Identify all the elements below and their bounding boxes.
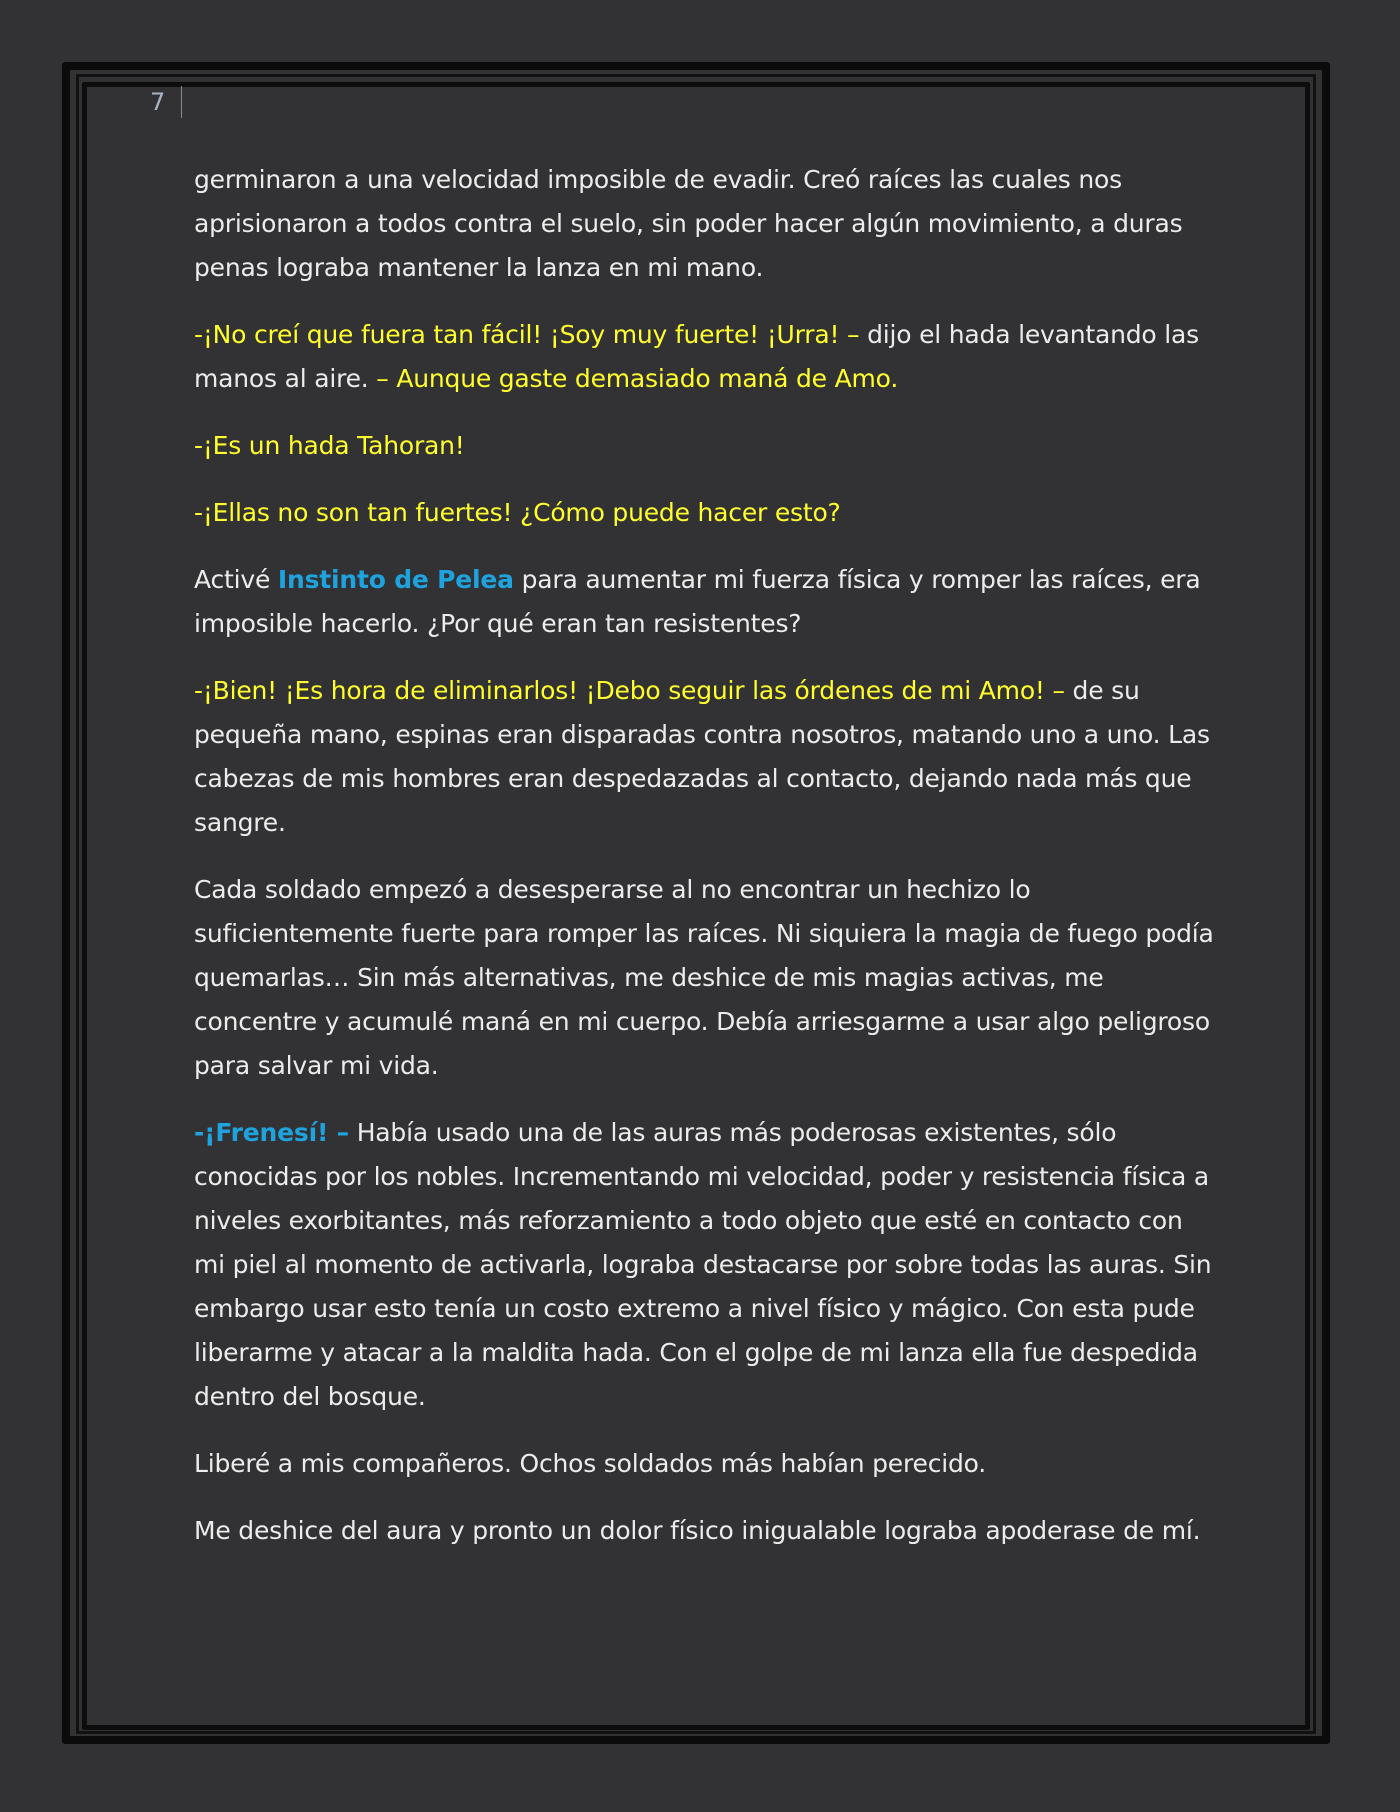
narration: Había usado una de las auras más poderosas existentes, sólo conocidas por los nobles. Incrementando mi velocidad, poder y resistencia física a niveles exorbitantes, más reforzamiento a todo objeto que esté en contacto con mi piel al momento de activarla, lograba destacarse por sobre todas las auras. Sin embargo usar esto tenía un costo extremo a nivel físico y mágico. Con esta pude liberarme y atacar a la maldita hada. Con el golpe de mi lanza ella fue despedida dentro del bosque. <box>194 1118 1212 1411</box>
page-number: 7 <box>150 88 166 116</box>
narration: dijo el hada levantando las manos al aire. <box>194 320 1199 393</box>
dialogue-fairy-2: – Aunque gaste demasiado maná de Amo. <box>376 364 899 393</box>
dialogue-fairy-1: -¡No creí que fuera tan fácil! ¡Soy muy fuerte! ¡Urra! – <box>194 320 860 349</box>
paragraph-5 <box>194 558 1214 646</box>
paragraph-3-dialogue: -¡Es un hada Tahoran! <box>194 431 465 460</box>
paragraph-8 <box>194 1111 1214 1419</box>
narration: de su pequeña mano, espinas eran disparadas contra nosotros, matando uno a uno. Las cabezas de mis hombres eran despedazadas al contacto, dejando nada más que sangre. <box>194 676 1210 837</box>
paragraph-1: germinaron a una velocidad imposible de evadir. Creó raíces las cuales nos aprisionaron a todos contra el suelo, sin poder hacer algún movimiento, a duras penas lograba mantener la lanza en mi mano. <box>194 165 1183 282</box>
paragraph-9: Liberé a mis compañeros. Ochos soldados más habían perecido. <box>194 1449 987 1478</box>
paragraph-4-dialogue: -¡Ellas no son tan fuertes! ¿Cómo puede hacer esto? <box>194 498 841 527</box>
paragraph-10: Me deshice del aura y pronto un dolor físico inigualable lograba apoderase de mí. <box>194 1516 1201 1545</box>
skill-name-frenesi: -¡Frenesí! – <box>194 1118 349 1147</box>
paragraph-6 <box>194 669 1214 845</box>
paragraph-7: Cada soldado empezó a desesperarse al no encontrar un hechizo lo suficientemente fuerte para romper las raíces. Ni siquiera la magia de fuego podía quemarlas… Sin más alternativas, me deshice de mis magias activas, me concentre y acumulé maná en mi cuerpo. Debía arriesgarme a usar algo peligroso para salvar mi vida. <box>194 875 1214 1080</box>
dialogue-fairy-3: -¡Bien! ¡Es hora de eliminarlos! ¡Debo seguir las órdenes de mi Amo! – <box>194 676 1065 705</box>
paragraph-2 <box>194 313 1214 401</box>
narration: para aumentar mi fuerza física y romper las raíces, era imposible hacerlo. ¿Por qué eran tan resistentes? <box>194 565 1201 638</box>
page-number-divider <box>181 86 182 118</box>
page-body <box>194 158 1214 1576</box>
skill-name-instinto: Instinto de Pelea <box>277 565 514 594</box>
narration: Activé <box>194 565 278 594</box>
